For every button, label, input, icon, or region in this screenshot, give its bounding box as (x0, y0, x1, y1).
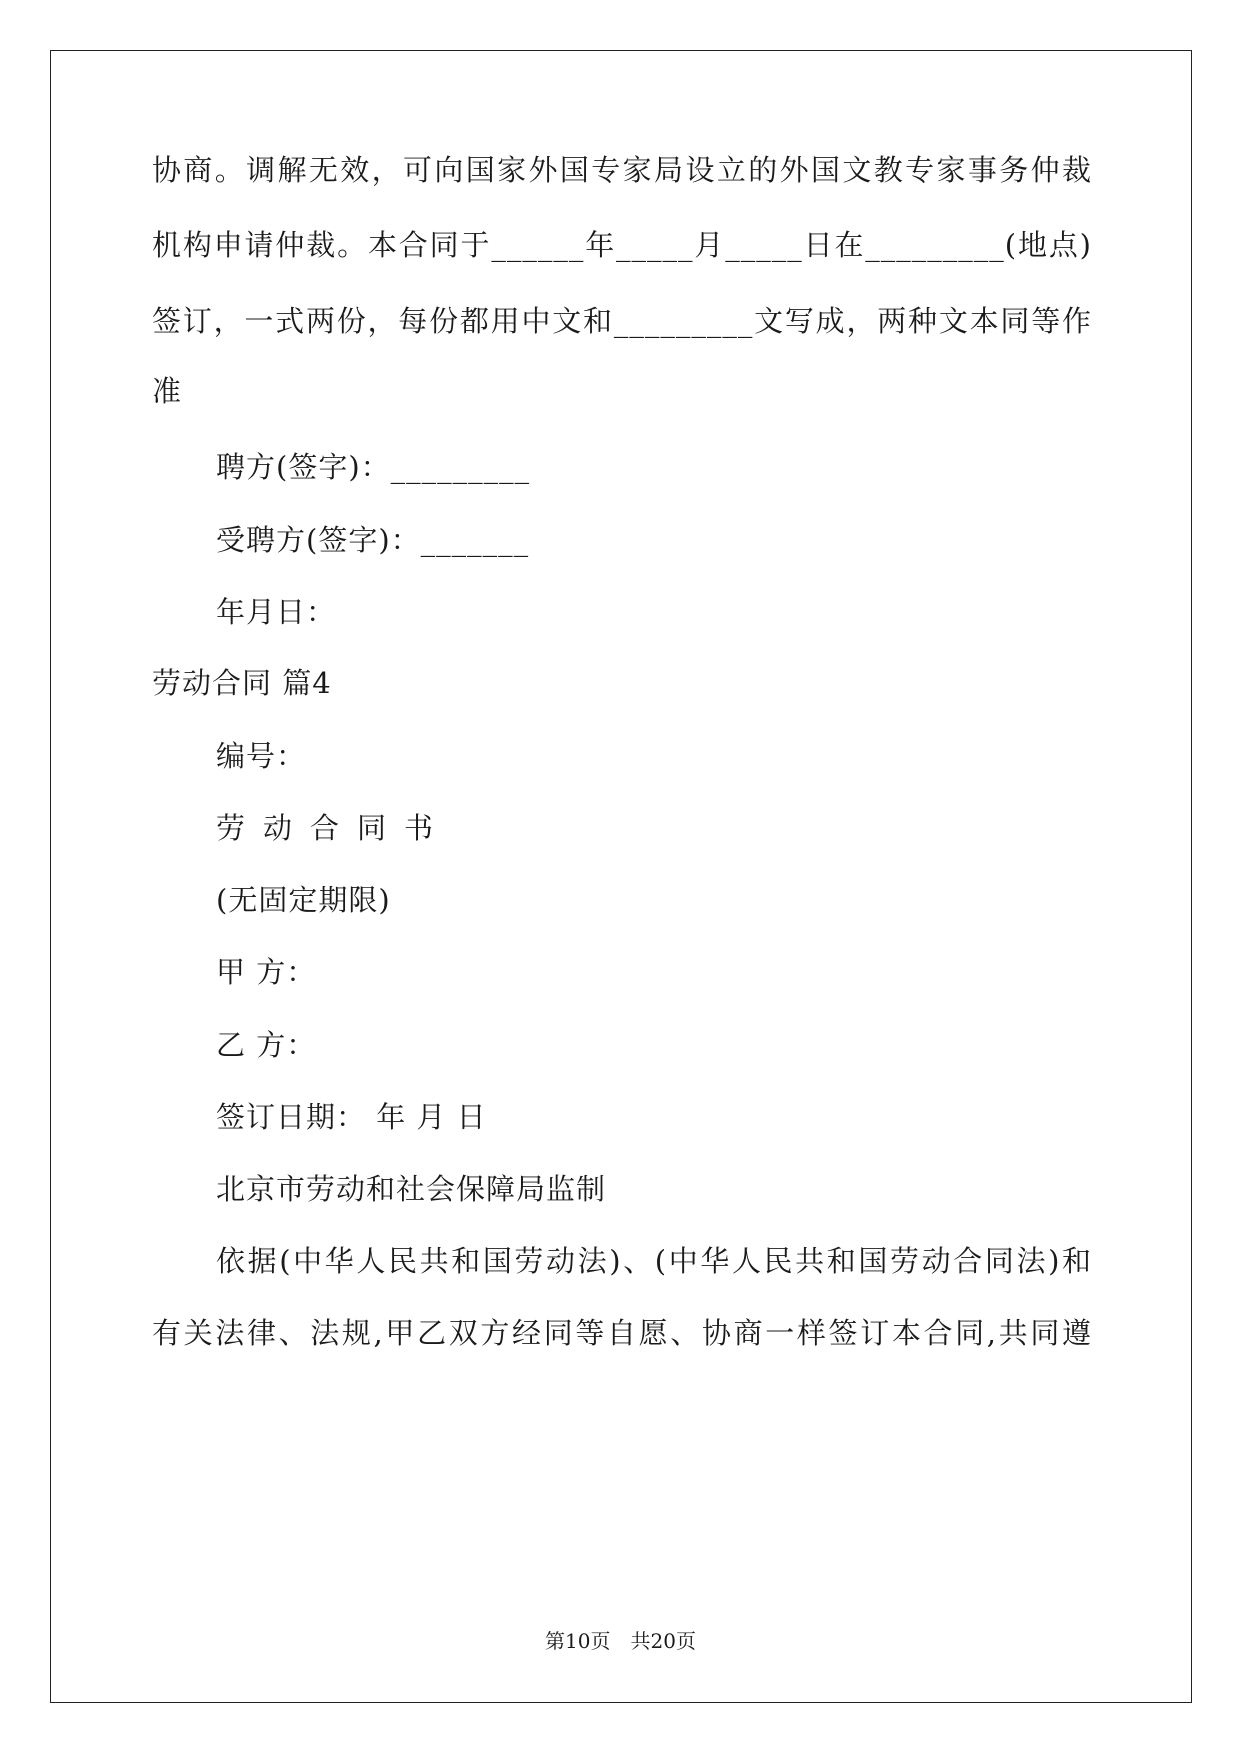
date-line: 年月日： (216, 595, 337, 629)
basis-line-2: 有关法律、法规,甲乙双方经同等自愿、协商一样签订本合同,共同遵 (152, 1316, 1092, 1350)
page-border (50, 50, 1192, 1703)
party-a: 甲 方： (216, 955, 317, 989)
employer-signature: 聘方(签字)：_________ (216, 450, 531, 484)
page-footer: 第10页 共20页 (545, 1629, 696, 1653)
paragraph-line-1: 协商。调解无效，可向国家外国专家局设立的外国文教专家事务仲裁 (152, 153, 1092, 187)
serial-number: 编号： (216, 739, 307, 773)
contract-title: 劳动合同书 (216, 811, 452, 845)
basis-line-1: 依据(中华人民共和国劳动法)、(中华人民共和国劳动合同法)和 (216, 1244, 1092, 1278)
paragraph-line-2: 机构申请仲裁。本合同于______年_____月_____日在_________(地点) (152, 228, 1092, 262)
party-b: 乙 方： (216, 1028, 317, 1062)
signing-date: 签订日期： 年 月 日 (216, 1100, 487, 1134)
employee-signature: 受聘方(签字)：_______ (216, 523, 530, 557)
paragraph-line-4: 准 (152, 374, 183, 408)
contract-type: (无固定期限) (216, 883, 391, 917)
section-heading: 劳动合同 篇4 (152, 666, 332, 700)
supervisor: 北京市劳动和社会保障局监制 (216, 1172, 607, 1206)
paragraph-line-3: 签订，一式两份，每份都用中文和_________文写成，两种文本同等作 (152, 304, 1092, 338)
